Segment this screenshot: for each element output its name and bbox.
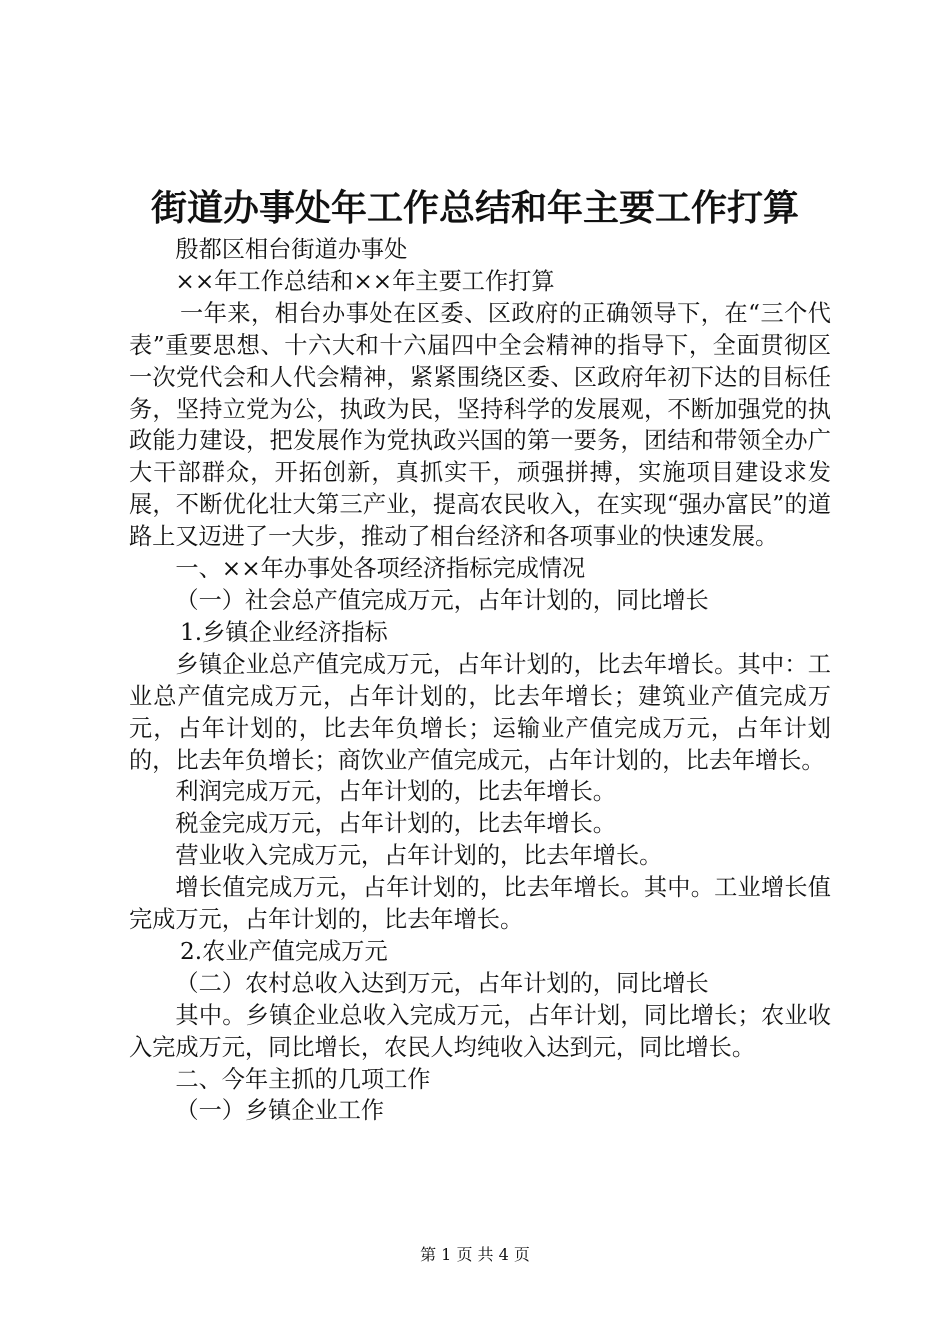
paragraph: 一年来，相台办事处在区委、区政府的正确领导下，在“三个代表”重要思想、十六大和十六届四中全会精神的指导下，全面贯彻区一次党代会和人代会精神，紧紧围绕区委、区政府年初下达的目标任务，坚持立党为公，执政为民，坚持科学的发展观，不断加强党的执政能力建设，把发展作为党执政兴国的第一要务，团结和带领全办广大干部群众，开拓创新，真抓实干，顽强拼搏，实施项目建设求发展，不断优化壮大第三产业，提高农民收入，在实现“强办富民”的道路上又迈进了一大步，推动了相台经济和各项事业的快速发展。 <box>129 299 831 551</box>
section-heading: 一、××年办事处各项经济指标完成情况 <box>175 555 586 583</box>
paragraph: 殷都区相台街道办事处 <box>175 236 408 263</box>
subsection-heading: （一）乡镇企业工作 <box>175 1097 385 1125</box>
subsection-heading: （二）农村总收入达到万元，占年计划的，同比增长 <box>175 969 709 997</box>
document-body <box>129 234 831 1127</box>
document-title: 街道办事处年工作总结和年主要工作打算 <box>150 187 799 229</box>
page-number-footer: 第 1 页 共 4 页 <box>420 1245 530 1264</box>
paragraph: ××年工作总结和××年主要工作打算 <box>175 267 555 295</box>
subsection-heading: 1.乡镇企业经济指标 <box>180 618 388 646</box>
paragraph: 利润完成万元，占年计划的，比去年增长。 <box>175 778 616 806</box>
paragraph: 增长值完成万元，占年计划的，比去年增长。其中。工业增长值完成万元，占年计划的，比去年增长。 <box>129 874 831 934</box>
paragraph: 乡镇企业总产值完成万元，占年计划的，比去年增长。其中：工业总产值完成万元，占年计划的，比去年增长；建筑业产值完成万元，占年计划的，比去年负增长；运输业产值完成万元，占年计划的，比去年负增长；商饮业产值完成元，占年计划的，比去年增长。 <box>129 650 831 774</box>
paragraph: 营业收入完成万元，占年计划的，比去年增长。 <box>175 842 663 870</box>
section-heading: 二、今年主抓的几项工作 <box>175 1065 431 1093</box>
paragraph: 税金完成万元，占年计划的，比去年增长。 <box>175 810 616 838</box>
subsection-heading: （一）社会总产值完成万元，占年计划的，同比增长 <box>175 586 709 614</box>
subsection-heading: 2.农业产值完成万元 <box>180 937 388 965</box>
paragraph: 其中。乡镇企业总收入完成万元，占年计划，同比增长；农业收入完成万元，同比增长，农民人均纯收入达到元，同比增长。 <box>129 1001 831 1061</box>
